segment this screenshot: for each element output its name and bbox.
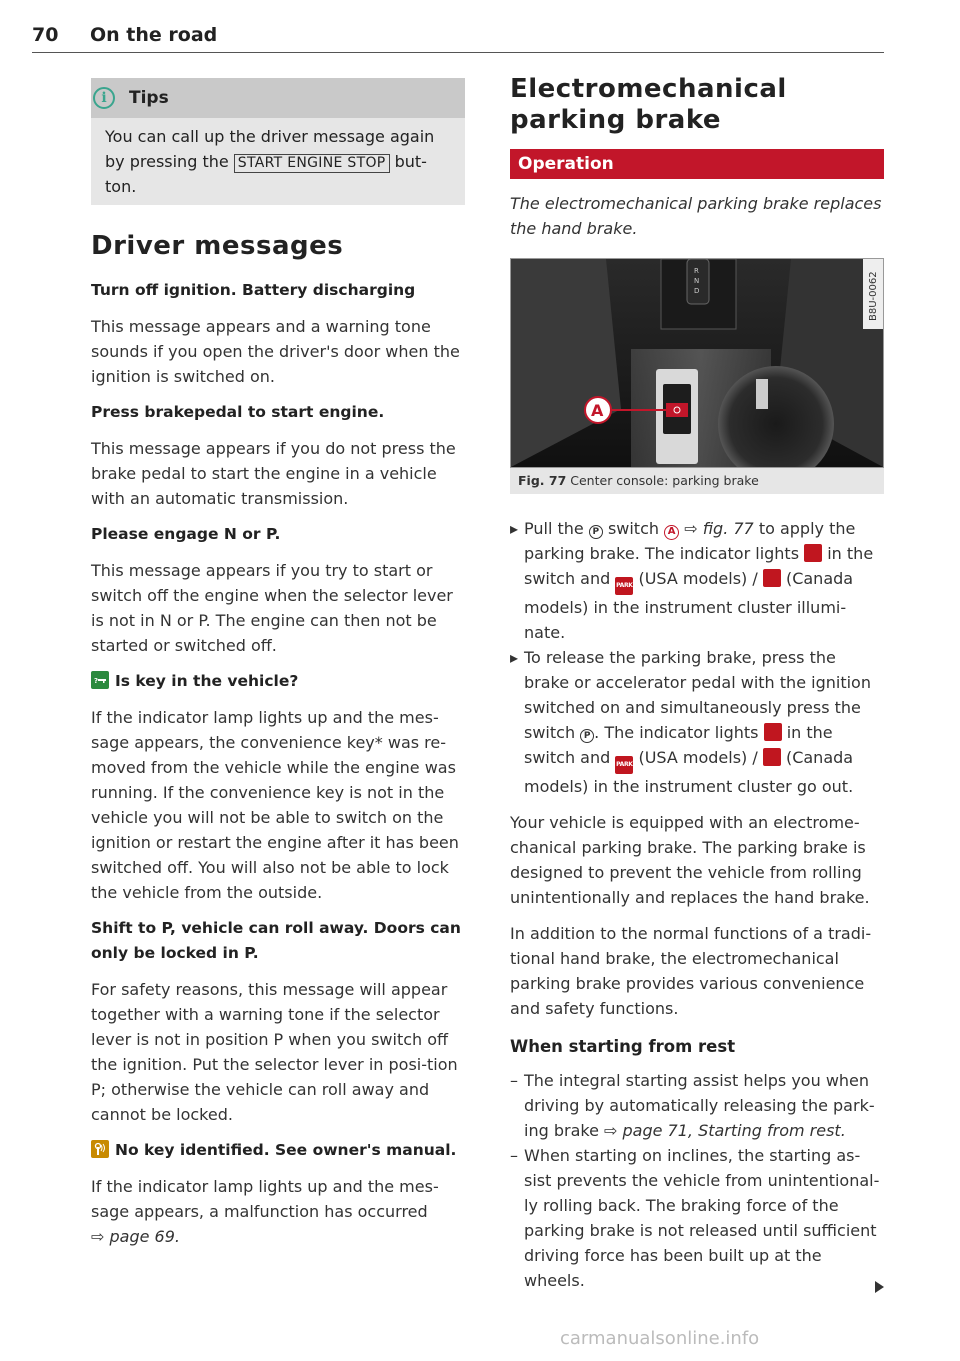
svg-text:?: ? [94,677,99,685]
tips-text-before: You can call up the driver message again by pressing the [105,127,435,171]
message-title-5: Shift to P, vehicle can roll away. Doors can only be locked in P. [91,919,461,962]
parking-brake-para2: In addition to the normal functions of a tradi-tional hand brake, the electromechanical parking brake provides various convenience and safety functions. [510,924,872,1018]
message-body-6 [91,1174,465,1249]
step1-text-a: Pull the [524,519,584,538]
list1-text: The integral starting assist helps you when driving by automatically releasing the park-ing brake [524,1071,875,1140]
step2-text-b: . The indicator lights [594,723,759,742]
continue-arrow-icon [875,1281,884,1293]
section-title: On the road [90,24,218,46]
fig-77-link[interactable]: ⇨ fig. 77 [684,519,754,538]
step1-text-f: (USA models) / [638,569,758,588]
message-title-1: Turn off ignition. Battery discharging [91,281,416,299]
center-console-photo [510,258,884,468]
parking-switch-icon: P [580,729,594,743]
start-engine-stop-key: START ENGINE STOP [234,154,390,173]
key-warning-icon [91,671,109,689]
message-body-6-text: If the indicator lamp lights up and the mes-sage appears, a malfunction has occurred [91,1177,439,1221]
list-item-starting-assist [510,1068,884,1143]
message-title-4: Is key in the vehicle? [115,672,299,690]
page-71-link[interactable]: ⇨ page 71, Starting from rest. [604,1121,846,1140]
step2-text-e: (Canada models) in the instrument cluster go out. [524,748,854,796]
tips-header [91,78,465,118]
tips-text-after: but-ton. [105,152,427,196]
figure-caption [510,468,884,494]
message-body-5: For safety reasons, this message will appear together with a warning tone if the selector lever is not in position P when you switch off the ignition. Put the selector lever in posi-tion P; otherwise the vehicle can roll away and cannot be locked. [91,980,458,1124]
step2-text-c: in the switch and [524,723,833,767]
brake-canada-icon [763,748,781,766]
message-body-2: This message appears if you do not press the brake pedal to start the engine in a vehicle with an automatic transmission. [91,439,456,508]
message-body-1: This message appears and a warning tone sounds if you open the driver's door when the ignition is switched on. [91,317,460,386]
driver-messages-heading: Driver messages [91,231,344,261]
left-column [91,78,465,1249]
info-icon: i [93,87,115,109]
console-illustration [511,259,883,467]
message-title-6: No key identified. See owner's manual. [115,1141,457,1159]
right-column [510,74,884,1293]
brake-indicator-icon [764,723,782,741]
message-title-2: Press brakepedal to start engine. [91,403,385,421]
watermark: carmanualsonline.info [560,1328,760,1349]
message-body-4: If the indicator lamp lights up and the mes-sage appears, the convenience key* was re-moved from the vehicle while the engine was running. If the convenience key is not in the vehicle you will not be able to switch on the ignition or restart the engine after it has been switched off. You will also not be able to lock the vehicle from the outside. [91,708,459,902]
step1-text-g: (Canada models) in the instrument cluster illumi-nate. [524,569,854,642]
list2-text: When starting on inclines, the starting as-sist prevents the vehicle from unintentional-ly rolling back. The braking force of the parking brake is not released until sufficient driving force has been built up at the wheels. [524,1146,880,1290]
parking-brake-para1: Your vehicle is equipped with an electrome-chanical parking brake. The parking brake is designed to prevent the vehicle from rolling unintentionally and replaces the hand brake. [510,813,870,907]
step1-text-b: switch [607,519,660,538]
page-69-link[interactable]: ⇨ page 69. [91,1227,180,1246]
step2-text-d: (USA models) / [638,748,758,767]
figure-caption-text: Center console: parking brake [570,473,759,488]
message-title-6-row [91,1138,465,1163]
triangle-bullet-icon: ▸ [510,648,519,667]
tips-body [91,118,465,205]
callout-a-icon: A [664,525,679,540]
step1-text-e: in the switch and [524,544,874,588]
page-header [32,22,884,53]
parking-switch-icon: P [589,525,603,539]
triangle-bullet-icon: ▸ [510,519,519,538]
step-release [510,645,884,799]
callout-a: A [591,401,604,420]
key-signal-icon [91,1140,109,1158]
operation-title: Operation [518,154,614,174]
operation-bar [510,149,884,179]
parking-brake-heading-line2: parking brake [510,105,722,135]
svg-text:D: D [694,287,700,295]
park-indicator-icon: PARK [615,756,633,774]
brake-canada-icon [763,569,781,587]
parking-brake-intro: The electromechanical parking brake replaces the hand brake. [510,194,882,238]
page-number: 70 [32,24,59,46]
park-indicator-icon: PARK [615,577,633,595]
dash-bullet: – [510,1071,518,1090]
svg-text:N: N [694,277,700,285]
list-item-inclines [510,1143,884,1293]
step1-text-d: to apply the parking brake. The indicator lights [524,519,856,563]
tips-title: Tips [129,88,169,108]
tips-box [91,78,465,205]
svg-text:R: R [694,267,699,275]
step2-text-a: To release the parking brake, press the brake or accelerator pedal with the ignition switched on and simultaneously press the switch [524,648,871,742]
step-apply [510,516,884,645]
message-body-3: This message appears if you try to start or switch off the engine when the selector lever is not in N or P. The engine can then not be started or switched off. [91,561,453,655]
starting-from-rest-heading: When starting from rest [510,1037,736,1056]
message-title-4-row [91,669,465,694]
brake-indicator-icon [804,544,822,562]
message-title-3: Please engage N or P. [91,525,281,543]
figure-label: Fig. 77 [518,473,567,488]
dash-bullet: – [510,1146,518,1165]
parking-brake-heading-line1: Electromechanical [510,74,787,104]
photo-code: B8U-0062 [868,271,879,321]
